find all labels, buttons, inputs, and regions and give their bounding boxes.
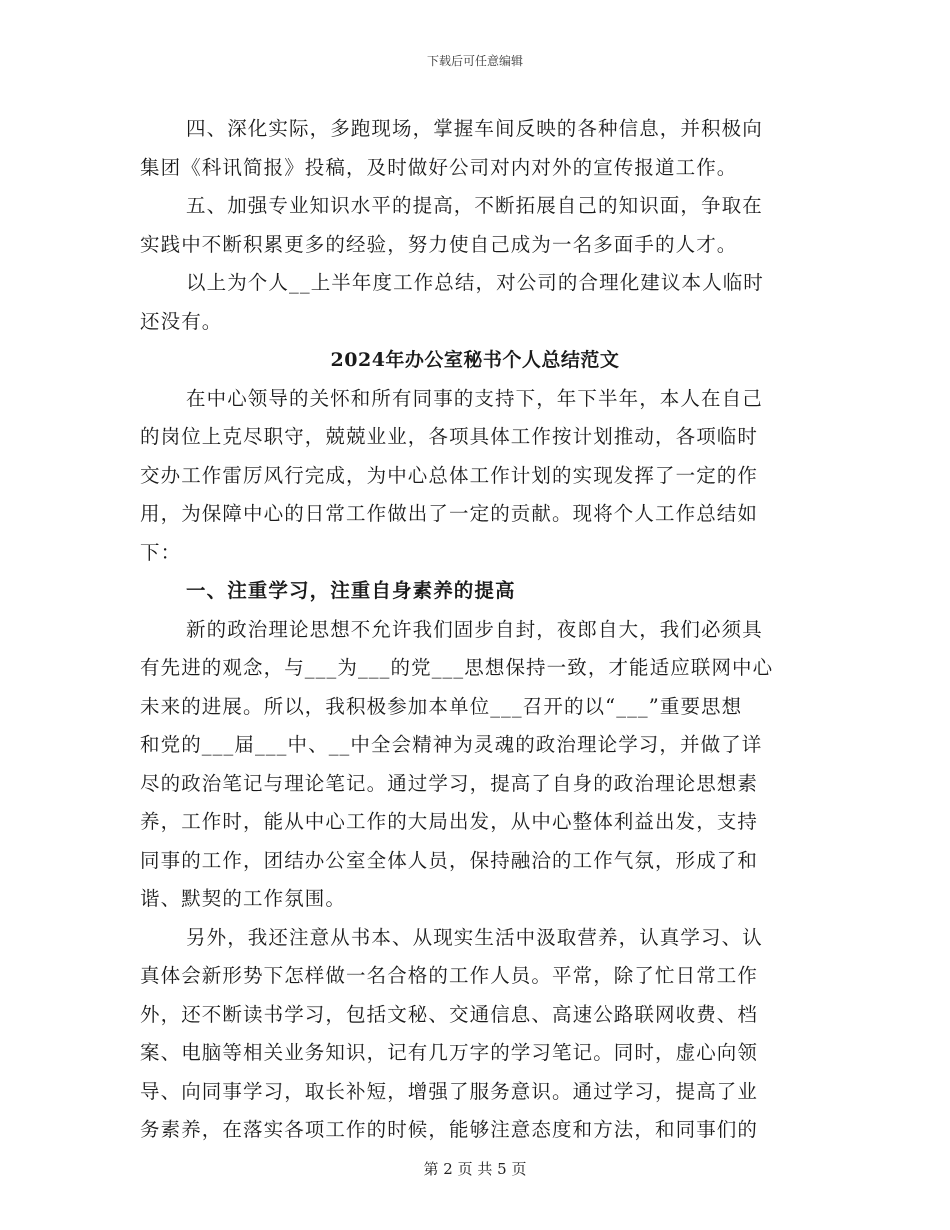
document-body <box>140 110 810 1150</box>
text-line: 四、深化实际，多跑现场，掌握车间反映的各种信息，并积极向 <box>186 117 763 140</box>
text-line: 同事的工作，团结办公室全体人员，保持融洽的工作气氛，形成了和 <box>140 848 759 872</box>
text-line: 有先进的观念，与___为___的党___思想保持一致，才能适应联网中心 <box>140 656 774 679</box>
text-line: 养，工作时，能从中心工作的大局出发，从中心整体利益出发，支持 <box>140 810 759 833</box>
text-line: 谐、默契的工作氛围。 <box>140 887 347 910</box>
text-line: 导、向同事学习，取长补短，增强了服务意识。通过学习，提高了业 <box>140 1079 759 1103</box>
text-line: 集团《科讯简报》投稿，及时做好公司对内对外的宣传报道工作。 <box>140 155 738 179</box>
text-line: 外，还不断读书学习，包括文秘、交通信息、高速公路联网收费、档 <box>140 1002 759 1026</box>
text-line: 实践中不断积累更多的经验，努力使自己成为一名多面手的人才。 <box>140 232 738 256</box>
text-line: 案、电脑等相关业务知识，记有几万字的学习笔记。同时，虚心向领 <box>140 1041 759 1064</box>
section-title: 2024年办公室秘书个人总结范文 <box>330 349 620 371</box>
text-line: 还没有。 <box>140 309 223 333</box>
page-footer: 第 2 页 共 5 页 <box>423 1160 527 1178</box>
text-line: 未来的进展。所以，我积极参加本单位___召开的以“___”重要思想 <box>140 694 743 718</box>
text-line: 用，为保障中心的日常工作做出了一定的贡献。现将个人工作总结如 <box>140 502 759 525</box>
text-line: 务素养，在落实各项工作的时候，能够注意态度和方法，和同事们的 <box>140 1118 759 1141</box>
text-line: 下： <box>140 540 182 564</box>
page-header: 下载后可任意编辑 <box>426 54 523 68</box>
text-line: 尽的政治笔记与理论笔记。通过学习，提高了自身的政治理论思想素 <box>140 771 759 795</box>
text-line: 另外，我还注意从书本、从现实生活中汲取营养，认真学习、认 <box>186 925 763 949</box>
text-line: 新的政治理论思想不允许我们固步自封，夜郎自大，我们必须具 <box>186 617 763 641</box>
text-line: 和党的___届___中、__中全会精神为灵魂的政治理论学习，并做了详 <box>140 733 763 756</box>
text-line: 以上为个人__上半年度工作总结，对公司的合理化建议本人临时 <box>186 271 764 294</box>
text-line: 真体会新形势下怎样做一名合格的工作人员。平常，除了忙日常工作 <box>140 964 759 987</box>
text-line: 五、加强专业知识水平的提高，不断拓展自己的知识面，争取在 <box>186 194 763 217</box>
text-line: 在中心领导的关怀和所有同事的支持下，年下半年，本人在自己 <box>186 386 763 410</box>
section-heading: 一、注重学习，注重自身素养的提高 <box>186 579 516 602</box>
text-line: 交办工作雷厉风行完成，为中心总体工作计划的实现发挥了一定的作 <box>140 463 759 487</box>
text-line: 的岗位上克尽职守，兢兢业业，各项具体工作按计划推动，各项临时 <box>140 425 759 448</box>
